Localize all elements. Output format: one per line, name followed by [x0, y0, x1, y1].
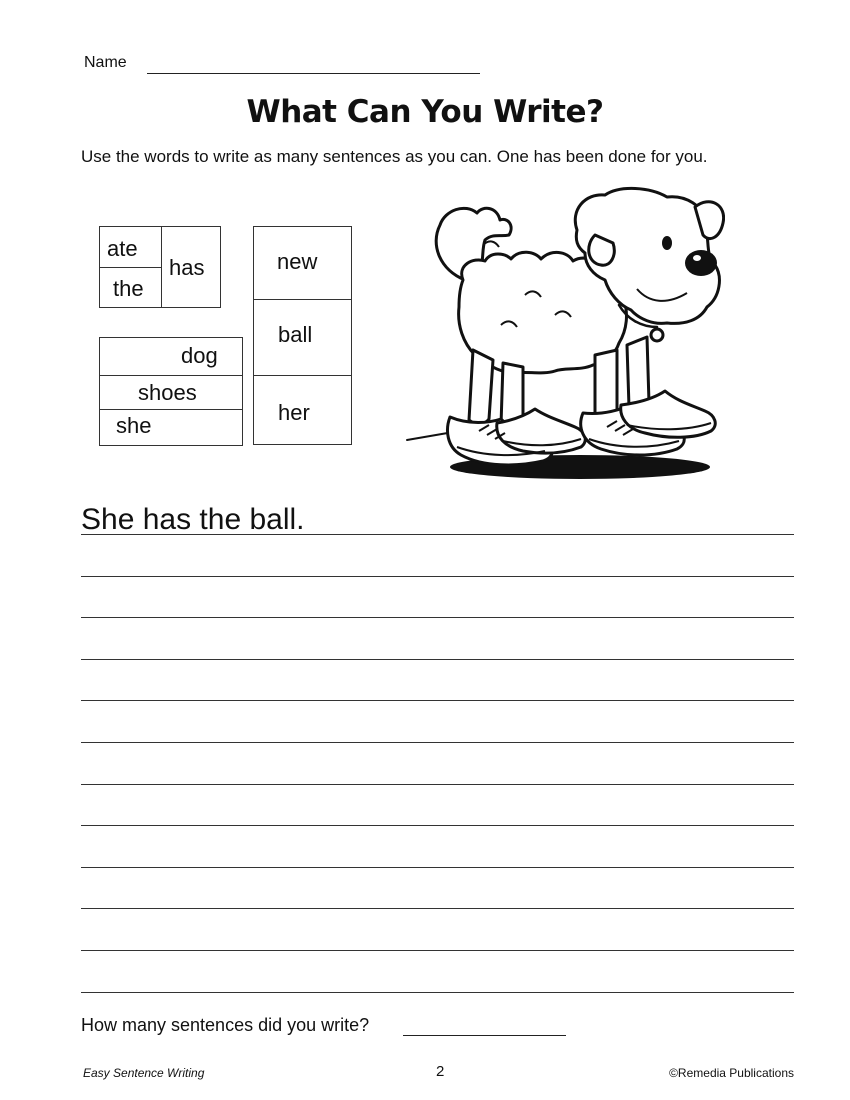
sentence-count-blank[interactable]	[403, 1035, 566, 1036]
word-box-2	[253, 226, 352, 445]
dog-in-sneakers-illustration	[405, 185, 725, 490]
name-blank-line[interactable]	[147, 73, 480, 74]
word-box-divider	[100, 267, 161, 268]
footer-book-title: Easy Sentence Writing	[83, 1066, 205, 1080]
word-ate: ate	[107, 236, 138, 261]
example-sentence: She has the ball.	[81, 503, 305, 536]
word-box-1	[99, 226, 221, 308]
writing-line[interactable]	[81, 784, 794, 785]
page-number: 2	[436, 1063, 445, 1080]
word-her: her	[278, 400, 310, 425]
word-box-divider	[254, 299, 351, 300]
writing-line[interactable]	[81, 742, 794, 743]
page-title: What Can You Write?	[246, 94, 604, 130]
writing-line[interactable]	[81, 867, 794, 868]
word-box-divider	[161, 227, 162, 307]
word-box-divider	[100, 375, 242, 376]
word-dog: dog	[181, 343, 218, 368]
word-has: has	[169, 255, 205, 280]
writing-line[interactable]	[81, 908, 794, 909]
word-shoes: shoes	[138, 380, 197, 405]
word-the: the	[113, 276, 144, 301]
writing-line[interactable]	[81, 617, 794, 618]
word-new: new	[277, 249, 318, 274]
instructions: Use the words to write as many sentences as you can. One has been done for you.	[81, 147, 708, 166]
word-box-divider	[100, 409, 242, 410]
word-box-divider	[254, 375, 351, 376]
name-label: Name	[84, 54, 127, 71]
writing-line[interactable]	[81, 825, 794, 826]
word-box-3	[99, 337, 243, 446]
word-ball: ball	[278, 322, 313, 347]
writing-line[interactable]	[81, 576, 794, 577]
sentence-count-question: How many sentences did you write?	[81, 1015, 370, 1035]
writing-line[interactable]	[81, 992, 794, 993]
writing-line[interactable]	[81, 659, 794, 660]
footer-publisher: ©Remedia Publications	[669, 1066, 794, 1080]
writing-line[interactable]	[81, 950, 794, 951]
writing-line[interactable]	[81, 700, 794, 701]
word-she: she	[116, 413, 152, 438]
writing-line[interactable]	[81, 534, 794, 535]
